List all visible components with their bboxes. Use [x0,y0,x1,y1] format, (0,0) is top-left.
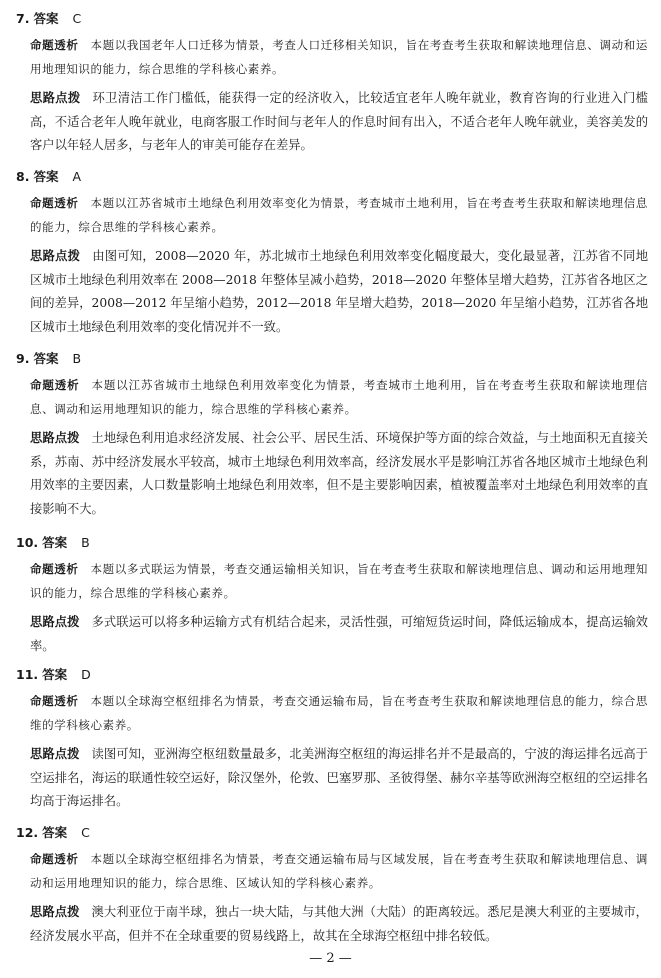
hint-label: 思路点拨 [30,91,81,106]
intent-text: 本题以江苏省城市土地绿色利用效率变化为情景，考查城市土地利用，旨在考查考生获取和解读地理信息、调动和运用地理知识的能力，综合思维的学科核心素养。 [30,378,648,416]
question-number: 12. [16,825,39,840]
question-7 [16,10,648,158]
answer-label: 答案 [42,825,68,840]
hint-label: 思路点拨 [30,431,80,446]
question-number: 8. [16,169,30,184]
answer-label: 答案 [33,351,59,366]
question-number: 10. [16,535,39,550]
answer-line [16,350,648,368]
hint-paragraph [30,901,648,948]
intent-text: 本题以我国老年人口迁移为情景，考查人口迁移相关知识，旨在考查考生获取和解读地理信息、调动和运用地理知识的能力，综合思维的学科核心素养。 [30,38,648,76]
hint-text: 由图可知，2008—2020 年，苏北城市土地绿色利用效率变化幅度最大，变化最显著，江苏省不同地区城市土地绿色利用效率在 2008—2018 年整体呈减小趋势，2018—2020 年整体呈增大趋势，江苏省各地区之间的差异，2008—2012 年呈缩小趋势，2012—2018 年呈增大趋势，2018—2020 年呈缩小趋势，江苏省各地区城市土地绿色利用效率的变化情况并不一致。 [30,249,648,334]
answer-value: D [81,667,91,682]
intent-paragraph [30,690,648,737]
question-number: 9. [16,351,30,366]
intent-paragraph [30,558,648,605]
intent-paragraph [30,192,648,239]
question-8 [16,168,648,340]
intent-label: 命题透析 [30,38,79,52]
hint-text: 澳大利亚位于南半球，独占一块大陆，与其他大洲（大陆）的距离较远。悉尼是澳大利亚的主要城市，经济发展水平高，但并不在全球重要的贸易线路上，故其在全球海空枢纽中排名较低。 [30,905,648,943]
answer-value: A [72,169,82,184]
hint-paragraph [30,427,648,521]
hint-text: 多式联运可以将多种运输方式有机结合起来，灵活性强，可缩短货运时间，降低运输成本，提高运输效率。 [30,615,648,653]
answer-value: C [81,825,90,840]
hint-text: 读图可知，亚洲海空枢纽数量最多，北美洲海空枢纽的海运排名并不是最高的，宁波的海运排名远高于空运排名，海运的联通性较空运好，除汉堡外，伦敦、巴塞罗那、圣彼得堡、赫尔辛基等欧洲海空枢纽的空运排名均高于海运排名。 [30,747,648,809]
page-number: — 2 — [309,951,352,966]
intent-label: 命题透析 [30,694,79,708]
question-11 [16,666,648,814]
question-number: 11. [16,667,39,682]
hint-text: 土地绿色利用追求经济发展、社会公平、居民生活、环境保护等方面的综合效益，与土地面积无直接关系，苏南、苏中经济发展水平较高，城市土地绿色利用效率高，经济发展水平是影响江苏省各地区城市土地绿色利用效率的主要因素，人口数量影响土地绿色利用效率，但不是主要影响因素，植被覆盖率对土地绿色利用效率的直接影响不大。 [30,431,648,516]
hint-label: 思路点拨 [30,615,80,630]
hint-paragraph [30,743,648,814]
intent-paragraph [30,34,648,81]
hint-label: 思路点拨 [30,747,80,762]
intent-label: 命题透析 [30,196,79,210]
answer-label: 答案 [33,169,59,184]
answer-label: 答案 [42,535,68,550]
answer-line [16,824,648,842]
answer-value: B [81,535,90,550]
answer-value: C [72,11,82,26]
answer-line [16,168,648,186]
intent-label: 命题透析 [30,562,79,576]
answer-label: 答案 [42,667,68,682]
intent-text: 本题以多式联运为情景，考查交通运输相关知识，旨在考查考生获取和解读地理信息、调动和运用地理知识的能力，综合思维的学科核心素养。 [30,562,648,600]
answer-line [16,534,648,552]
intent-text: 本题以全球海空枢纽排名为情景，考查交通运输布局与区域发展，旨在考查考生获取和解读地理信息、调动和运用地理知识的能力，综合思维、区域认知的学科核心素养。 [30,852,648,890]
hint-label: 思路点拨 [30,249,81,264]
question-number: 7. [16,11,30,26]
answer-label: 答案 [33,11,59,26]
intent-paragraph [30,374,648,421]
answer-line [16,666,648,684]
answer-value: B [72,351,82,366]
intent-text: 本题以全球海空枢纽排名为情景，考查交通运输布局，旨在考查考生获取和解读地理信息的能力，综合思维的学科核心素养。 [30,694,648,732]
question-12 [16,824,648,948]
hint-text: 环卫清洁工作门槛低，能获得一定的经济收入，比较适宜老年人晚年就业，教育咨询的行业进入门槛高，不适合老年人晚年就业，电商客服工作时间与老年人的作息时间有出入，不适合老年人晚年就业，美容美发的客户以年轻人居多，与老年人的审美可能存在差异。 [30,91,648,153]
intent-text: 本题以江苏省城市土地绿色利用效率变化为情景，考查城市土地利用，旨在考查考生获取和解读地理信息的能力，综合思维的学科核心素养。 [30,196,648,234]
hint-paragraph [30,611,648,658]
hint-label: 思路点拨 [30,905,80,920]
answer-line [16,10,648,28]
intent-label: 命题透析 [30,378,80,392]
hint-paragraph [30,87,648,158]
intent-paragraph [30,848,648,895]
question-9 [16,350,648,522]
question-10 [16,534,648,658]
hint-paragraph [30,245,648,339]
intent-label: 命题透析 [30,852,79,866]
